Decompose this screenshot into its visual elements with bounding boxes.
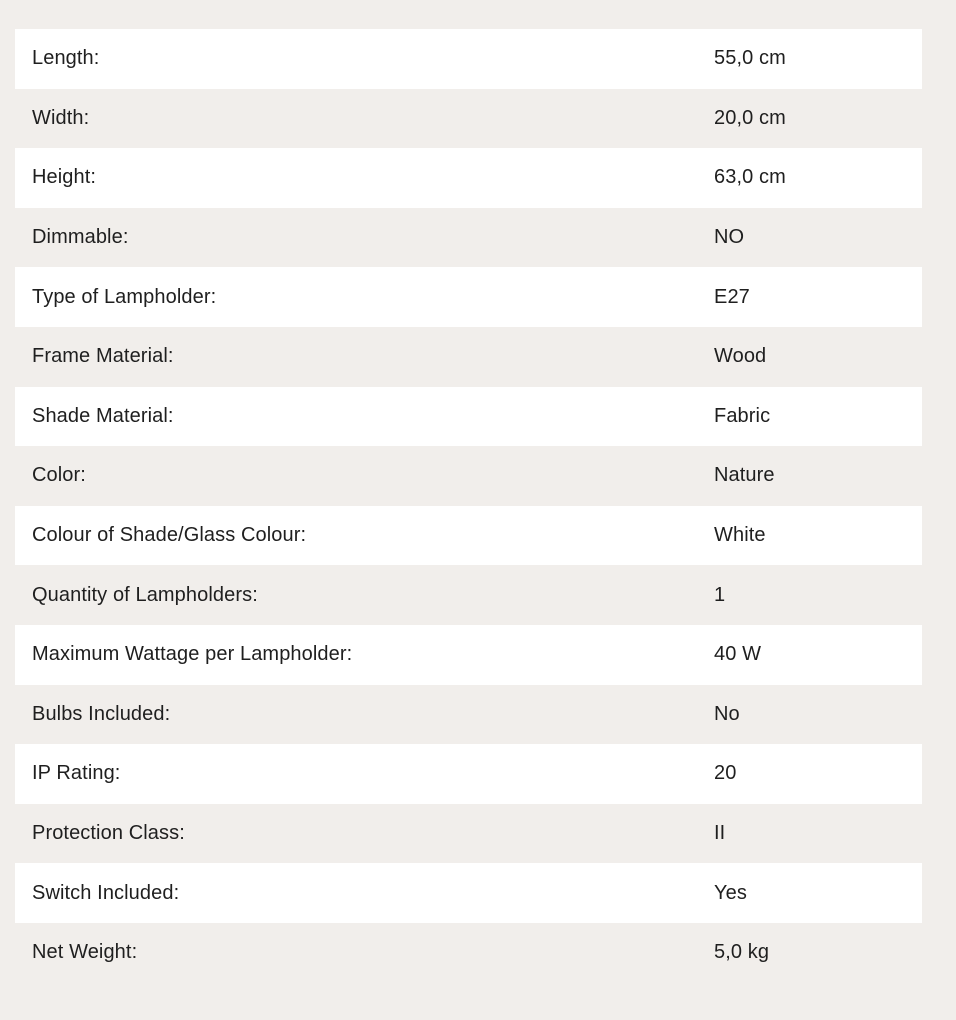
spec-value: 20,0 cm <box>714 106 786 129</box>
spec-row-width <box>15 89 922 149</box>
spec-label: Color: <box>32 464 86 487</box>
spec-value: E27 <box>714 285 750 308</box>
spec-value: Yes <box>714 881 747 904</box>
spec-value: Wood <box>714 345 767 368</box>
spec-row-shade-material <box>15 387 922 447</box>
spec-label: Bulbs Included: <box>32 702 171 725</box>
spec-row-lampholder-quantity <box>15 565 922 625</box>
spec-value: 5,0 kg <box>714 941 770 964</box>
spec-value: No <box>714 702 740 725</box>
spec-row-protection-class <box>15 804 922 864</box>
spec-value: 1 <box>714 583 726 606</box>
spec-label: Maximum Wattage per Lampholder: <box>32 643 353 666</box>
spec-row-ip-rating <box>15 744 922 804</box>
spec-value: 20 <box>714 762 737 785</box>
spec-label: Colour of Shade/Glass Colour: <box>32 524 307 547</box>
spec-value: 40 W <box>714 643 762 666</box>
spec-value: Fabric <box>714 404 771 427</box>
specification-table <box>15 29 922 983</box>
spec-label: Shade Material: <box>32 404 174 427</box>
spec-row-frame-material <box>15 327 922 387</box>
spec-label: Net Weight: <box>32 941 138 964</box>
spec-value: White <box>714 524 766 547</box>
spec-value: 55,0 cm <box>714 47 786 70</box>
spec-value: II <box>714 822 726 845</box>
spec-row-net-weight <box>15 923 922 983</box>
spec-row-height <box>15 148 922 208</box>
spec-label: Type of Lampholder: <box>32 285 217 308</box>
spec-value: 63,0 cm <box>714 166 786 189</box>
spec-row-color <box>15 446 922 506</box>
spec-label: Height: <box>32 166 97 189</box>
spec-row-bulbs-included <box>15 685 922 745</box>
spec-label: Quantity of Lampholders: <box>32 583 258 606</box>
spec-value: Nature <box>714 464 775 487</box>
spec-label: Switch Included: <box>32 881 180 904</box>
spec-label: Length: <box>32 47 100 70</box>
spec-row-dimmable <box>15 208 922 268</box>
spec-row-shade-colour <box>15 506 922 566</box>
spec-label: Frame Material: <box>32 345 174 368</box>
spec-label: Width: <box>32 106 90 129</box>
spec-row-lampholder-type <box>15 267 922 327</box>
spec-row-max-wattage <box>15 625 922 685</box>
spec-value: NO <box>714 226 745 249</box>
spec-row-length <box>15 29 922 89</box>
spec-label: Dimmable: <box>32 226 129 249</box>
spec-label: Protection Class: <box>32 822 185 845</box>
spec-label: IP Rating: <box>32 762 121 785</box>
spec-row-switch-included <box>15 863 922 923</box>
